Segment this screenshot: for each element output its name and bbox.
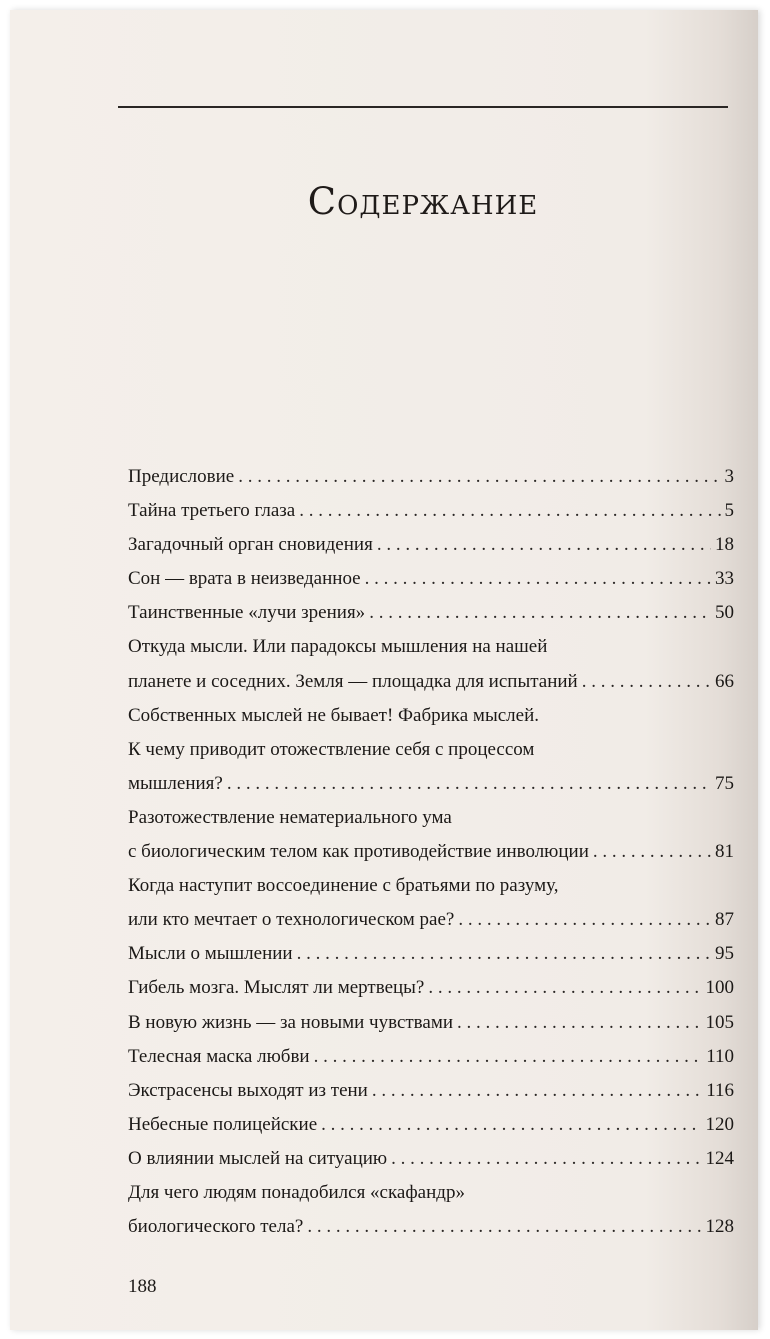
toc-entry-last-line (128, 1074, 734, 1108)
toc-entry-title-line: с биологическим телом как противодействие инволюции (128, 841, 589, 863)
toc-entry (128, 801, 734, 869)
toc-entry-title-line: К чему приводит отожествление себя с процессом (128, 738, 535, 760)
toc-entry-title-line: Экстрасенсы выходят из тени (128, 1079, 368, 1101)
dot-leader (428, 971, 701, 1005)
toc-entry-last-line (128, 971, 734, 1005)
toc-entry-title-line: Когда наступит воссоединение с братьями по разуму, (128, 875, 559, 897)
toc-entry-last-line (128, 494, 734, 528)
toc-entry-last-line (128, 562, 734, 596)
toc-entry-title-line: Гибель мозга. Мыслят ли мертвецы? (128, 977, 425, 999)
toc-entry-title-line: Предисловие (128, 466, 235, 487)
dot-leader (593, 835, 711, 869)
toc-entry (128, 494, 734, 528)
toc-entry-page-number: 18 (715, 534, 734, 556)
page-number: 188 (128, 1276, 157, 1297)
dot-leader (297, 937, 711, 971)
book-page (10, 10, 758, 1330)
toc-entry-title-line: В новую жизнь — за новыми чувствами (128, 1011, 454, 1033)
toc-entry-title-line: Мысли о мышлении (128, 943, 293, 965)
toc-entry-last-line (128, 460, 734, 494)
dot-leader (365, 562, 711, 596)
dot-leader (458, 903, 711, 937)
toc-entry-page-number: 5 (724, 500, 734, 522)
toc-entry-page-number: 50 (715, 602, 734, 624)
toc-entry-last-line (128, 767, 734, 801)
toc-entry-last-line (128, 1108, 734, 1142)
toc-entry (128, 562, 734, 596)
toc-entry-last-line (128, 1040, 734, 1074)
dot-leader (582, 665, 711, 699)
toc-entry (128, 971, 734, 1005)
toc-entry (128, 596, 734, 630)
toc-entry (128, 1040, 734, 1074)
dot-leader (391, 1142, 701, 1176)
dot-leader (314, 1040, 703, 1074)
toc-entry (128, 1074, 734, 1108)
toc-entry-page-number: 120 (705, 1113, 734, 1135)
dot-leader (321, 1108, 701, 1142)
toc-entry (128, 630, 734, 698)
toc-entry-title-line: или кто мечтает о технологическом рае? (128, 909, 455, 931)
toc-entry-page-number: 33 (715, 568, 734, 590)
toc-entry (128, 1108, 734, 1142)
toc-entry (128, 1176, 734, 1244)
toc-entry-last-line (128, 1006, 734, 1040)
dot-leader (377, 528, 711, 562)
toc-entry (128, 1006, 734, 1040)
toc-entry-last-line (128, 903, 734, 937)
toc-entry-title-line: Сон — врата в неизведанное (128, 568, 361, 590)
toc-entry-page-number: 100 (705, 977, 734, 999)
toc-entry-title-line: Разотожествление нематериального ума (128, 806, 452, 828)
toc-entry-page-number: 105 (705, 1011, 734, 1033)
toc-entry-page-number: 66 (715, 670, 734, 692)
toc-entry-page-number: 75 (715, 772, 734, 794)
toc-entry-title-line: биологического тела? (128, 1216, 304, 1238)
toc-entry-title-line: Телесная маска любви (128, 1045, 310, 1067)
dot-leader (372, 1074, 702, 1108)
dot-leader (238, 460, 720, 494)
toc-entry (128, 528, 734, 562)
dot-leader (227, 767, 711, 801)
toc-entry-page-number: 124 (705, 1147, 734, 1169)
dot-leader (299, 494, 720, 528)
dot-leader (307, 1210, 701, 1244)
toc-entry-last-line (128, 1142, 734, 1176)
toc-entry-title-line: Тайна третьего глаза (128, 500, 296, 522)
toc-entry (128, 937, 734, 971)
table-of-contents (128, 460, 734, 1244)
toc-entry-last-line (128, 528, 734, 562)
dot-leader (369, 596, 711, 630)
page-title: Содержание (307, 180, 539, 223)
toc-entry-title-line: мышления? (128, 772, 223, 794)
dot-leader (457, 1006, 701, 1040)
toc-entry-title-line: Собственных мыслей не бывает! Фабрика мыслей. (128, 704, 539, 726)
toc-entry-title-line: Для чего людям понадобился «скафандр» (128, 1181, 465, 1203)
toc-entry-last-line (128, 596, 734, 630)
toc-entry-title-line: планете и соседних. Земля — площадка для испытаний (128, 670, 578, 692)
running-head-rule (118, 76, 728, 108)
toc-entry (128, 869, 734, 937)
toc-entry-page-number: 110 (706, 1045, 734, 1067)
toc-entry-page-number: 95 (715, 943, 734, 965)
toc-entry-page-number: 3 (724, 466, 734, 487)
toc-entry-last-line (128, 937, 734, 971)
toc-entry-page-number: 116 (706, 1079, 734, 1101)
toc-entry-title-line: Небесные полицейские (128, 1113, 318, 1135)
toc-entry-page-number: 87 (715, 909, 734, 931)
toc-entry-last-line (128, 1210, 734, 1244)
toc-entry-title-line: О влиянии мыслей на ситуацию (128, 1147, 388, 1169)
toc-entry-title-line: Откуда мысли. Или парадоксы мышления на нашей (128, 636, 548, 658)
toc-entry-page-number: 128 (705, 1216, 734, 1238)
toc-entry-last-line (128, 665, 734, 699)
toc-entry-last-line (128, 835, 734, 869)
toc-entry-page-number: 81 (715, 841, 734, 863)
toc-entry (128, 460, 734, 494)
toc-entry (128, 1142, 734, 1176)
toc-entry-title-line: Таинственные «лучи зрения» (128, 602, 366, 624)
toc-entry-title-line: Загадочный орган сновидения (128, 534, 373, 556)
toc-entry (128, 699, 734, 801)
